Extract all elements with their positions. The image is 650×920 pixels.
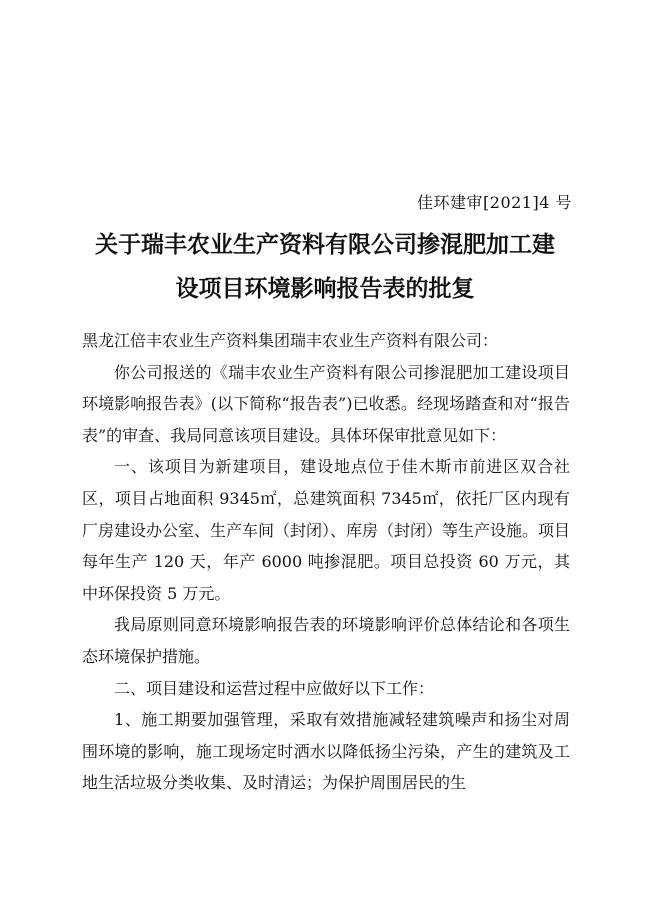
paragraph-receipt: 你公司报送的《瑞丰农业生产资料有限公司掺混肥加工建设项目环境影响报告表》(以下简称“报告表”)已收悉。经现场踏查和对“报告表”的审查、我局同意该项目建设。具体环保审批意见如下：	[82, 362, 570, 445]
paragraph-section-two-heading: 二、项目建设和运营过程中应做好以下工作：	[114, 678, 435, 698]
paragraph-project-overview: 一、该项目为新建项目，建设地点位于佳木斯市前进区双合社区，项目占地面积 9345㎡，总建筑面积 7345㎡，依托厂区内现有厂房建设办公室、生产车间（封闭）、库房（封闭）等生产设施。项目每年生产 120 天，年产 6000 吨掺混肥。项目总投资 60 万元，其中环保投资 5 万元。	[82, 457, 571, 603]
document-title-line-2: 设项目环境影响报告表的批复	[175, 276, 475, 302]
recipient-line: 黑龙江倍丰农业生产资料集团瑞丰农业生产资料有限公司：	[82, 331, 499, 350]
document-body	[82, 325, 570, 799]
paragraph-construction-management: 1、施工期要加强管理，采取有效措施减轻建筑噪声和扬尘对周围环境的影响，施工现场定时洒水以降低扬尘污染，产生的建筑及工地生活垃圾分类收集、及时清运；为保护周围居民的生	[82, 710, 570, 793]
document-title-line-1: 关于瑞丰农业生产资料有限公司掺混肥加工建	[95, 232, 555, 258]
paragraph-approval-conclusion: 我局原则同意环境影响报告表的环境影响评价总体结论和各项生态环境保护措施。	[82, 615, 570, 666]
document-number: 佳环建审[2021]4 号	[417, 193, 572, 212]
